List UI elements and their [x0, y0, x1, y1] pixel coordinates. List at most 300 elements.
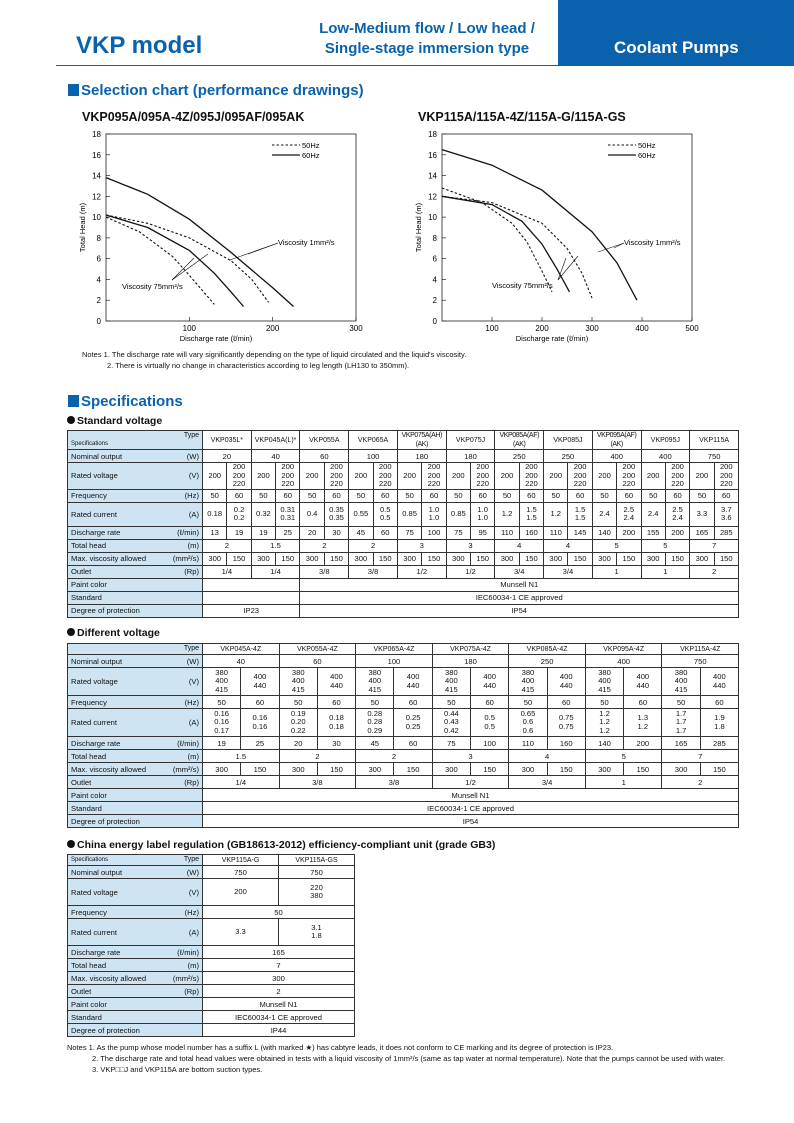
cell-line: 3.3 [696, 508, 708, 518]
table-cell [324, 463, 348, 490]
table-cell [585, 709, 623, 737]
table-cell: 2 [349, 539, 398, 552]
cell-line: 0.6 [522, 717, 534, 727]
cell-line: 440 [713, 680, 726, 690]
x-tick-label: 100 [485, 324, 499, 333]
row-label [68, 463, 203, 490]
cell-line: 0.75 [558, 713, 574, 722]
row-unit: (m) [187, 541, 199, 550]
table-cell: 150 [665, 552, 689, 565]
y-tick-label: 12 [428, 192, 437, 202]
row-label [68, 709, 203, 737]
cell-line: 0.22 [290, 725, 306, 735]
corner-type-label: Type [183, 645, 199, 652]
table-cell: 300 [432, 763, 470, 776]
series-50Hz-3 [106, 217, 214, 304]
table-cell: IP54 [203, 815, 739, 828]
table-row [68, 709, 739, 737]
series-50Hz-3 [442, 188, 552, 292]
table-cell: 110 [509, 737, 547, 750]
table-row [68, 539, 739, 552]
table-cell: 5 [592, 539, 641, 552]
cell-line: 200 [573, 470, 587, 480]
row-label-text: Paint color [71, 999, 107, 1009]
row-unit: (Hz) [184, 697, 199, 707]
table-cell [471, 463, 495, 490]
type-header: VKP065A [349, 431, 398, 450]
row-label-text: Nominal output [71, 867, 123, 877]
table-cell: 150 [568, 552, 592, 565]
model-title: VKP model [76, 32, 203, 59]
table-cell: 160 [519, 526, 543, 539]
table-cell: 60 [394, 737, 432, 750]
cell-line: 440 [330, 680, 343, 690]
cell-line: 380 [521, 667, 535, 677]
table-cell: 60 [422, 489, 446, 502]
table-cell [665, 502, 689, 526]
cell-line: 400 [406, 672, 420, 681]
cell-line: 220 [310, 882, 323, 892]
table-cell: 50 [585, 696, 623, 709]
table-cell [585, 668, 623, 696]
row-label [68, 565, 203, 578]
row-label [68, 906, 203, 919]
table-cell [241, 668, 279, 696]
table-cell: 19 [203, 737, 241, 750]
cell-line: 2.4 [672, 513, 683, 522]
cell-line: 3.7 [720, 504, 732, 514]
cell-line: 220 [622, 479, 636, 488]
row-label-text: Rated current [71, 718, 118, 727]
selection-chart-heading: Selection chart (performance drawings) [68, 82, 364, 99]
cell-line: 220 [573, 479, 587, 488]
table-cell: 250 [495, 450, 544, 463]
y-tick-label: 14 [428, 171, 437, 181]
table-cell: 155 [641, 526, 665, 539]
spec-notes [67, 1042, 725, 1075]
table-cell: 75 [446, 526, 470, 539]
table-row [68, 1011, 355, 1024]
row-unit: (A) [188, 718, 199, 727]
row-unit: (Rp) [184, 567, 199, 576]
cell-line: 200 [695, 470, 709, 480]
row-label-text: Nominal output [71, 656, 123, 666]
table-row [68, 591, 739, 604]
table-row [68, 906, 355, 919]
table-cell: 3 [397, 539, 446, 552]
table-row [68, 985, 355, 998]
table-cell [568, 463, 592, 490]
y-tick-label: 12 [92, 192, 101, 202]
cell-line: 2.4 [599, 508, 610, 518]
table-cell [519, 463, 543, 490]
y-tick-label: 4 [96, 275, 101, 285]
table-cell [547, 709, 585, 737]
table-cell: 50 [432, 696, 470, 709]
cell-line: 220 [476, 479, 490, 488]
table-cell: 50 [300, 489, 324, 502]
table-row [68, 489, 739, 502]
table-row [68, 815, 739, 828]
table-cell: 400 [585, 655, 662, 668]
table-cell [641, 463, 665, 490]
chart1-title: VKP095A/095A-4Z/095J/095AF/095AK [82, 110, 305, 124]
cell-line: 220 [330, 479, 343, 488]
x-axis-label: Discharge rate (ℓ/min) [179, 334, 253, 343]
cell-line: 1.2 [637, 721, 649, 731]
table-cell [279, 879, 355, 906]
cell-line: 0.28 [367, 717, 383, 727]
chart-vkp095 [72, 124, 372, 346]
row-unit: (ℓ/min) [177, 738, 199, 748]
table-cell: 300 [203, 763, 241, 776]
table-cell [276, 502, 300, 526]
table-cell: IP44 [203, 1024, 355, 1037]
cell-line: 415 [598, 684, 611, 694]
cell-line: 200 [525, 462, 538, 471]
cell-line: 220 [378, 479, 392, 488]
table-cell: 160 [547, 737, 585, 750]
x-axis-label: Discharge rate (ℓ/min) [515, 334, 589, 343]
table-cell: 150 [471, 763, 509, 776]
corner-cell [68, 855, 203, 866]
row-label [68, 578, 203, 591]
table-cell: 4 [509, 750, 586, 763]
plot-frame [106, 134, 356, 321]
row-label [68, 776, 203, 789]
leader-line [558, 256, 578, 280]
row-label [68, 815, 203, 828]
table-cell: 1/2 [432, 776, 509, 789]
type-header: VKP115A-G [203, 855, 279, 866]
table-cell: 45 [356, 737, 394, 750]
table-cell: 285 [700, 737, 738, 750]
table-cell [300, 502, 324, 526]
cell-line: 220 [671, 479, 684, 488]
row-unit: (mm²/s) [172, 973, 199, 983]
table-row [68, 919, 355, 946]
series-60Hz-0 [442, 150, 637, 301]
table-cell: 300 [279, 763, 317, 776]
table-cell [662, 668, 700, 696]
row-unit: (V) [188, 677, 199, 686]
table-cell: 100 [356, 655, 433, 668]
row-label [68, 879, 203, 906]
type-header: VKP115A-4Z [662, 644, 739, 655]
table-cell [373, 502, 397, 526]
table-cell [356, 709, 394, 737]
table-cell: 40 [251, 450, 300, 463]
type-header: VKP075A(AH)(AK) [397, 431, 446, 450]
cell-line: 0.16 [252, 713, 268, 722]
table-cell: 150 [241, 763, 279, 776]
corner-cell [68, 431, 203, 450]
standard-voltage-title: Standard voltage [67, 415, 162, 427]
table-cell [422, 463, 446, 490]
table-cell: 165 [203, 946, 355, 959]
table-cell: IP23 [203, 604, 300, 617]
row-label-text: Frequency [71, 491, 107, 500]
cell-line: 380 [445, 667, 458, 677]
legend-60hz-label: 60Hz [302, 151, 320, 160]
table-cell: 300 [356, 763, 394, 776]
cell-line: 415 [291, 684, 305, 694]
cell-line: 1.2 [599, 717, 610, 727]
y-axis-label: Total Head (m) [78, 202, 87, 253]
table-cell: 200 [624, 737, 662, 750]
cell-line: 2.4 [623, 513, 635, 522]
table-cell: 180 [432, 655, 509, 668]
table-cell: 5 [641, 539, 690, 552]
row-unit: (ℓ/min) [177, 947, 199, 957]
table-cell [700, 668, 738, 696]
table-cell: 750 [279, 866, 355, 879]
row-label-text: Total head [71, 960, 107, 970]
table-cell [227, 502, 251, 526]
table-cell: 2 [662, 776, 739, 789]
row-label [68, 526, 203, 539]
header-subtitle [302, 19, 552, 59]
cell-line: 200 [403, 470, 416, 480]
type-header: VKP065A-4Z [356, 644, 433, 655]
table-cell: 300 [495, 552, 519, 565]
plot-frame [442, 134, 692, 321]
cell-line: 200 [476, 470, 490, 480]
cell-line: 400 [521, 676, 535, 686]
leader-line [230, 243, 278, 260]
table-row [68, 578, 739, 591]
table-cell: 400 [641, 450, 690, 463]
table-cell: 2 [690, 565, 739, 578]
table-row [68, 526, 739, 539]
table-cell: 165 [662, 737, 700, 750]
table-cell [432, 709, 470, 737]
table-cell: Munsell N1 [203, 998, 355, 1011]
cell-line: 440 [253, 680, 267, 690]
table-cell [495, 463, 519, 490]
table-row [68, 552, 739, 565]
cell-line: 2.4 [647, 508, 659, 518]
table-cell: 100 [349, 450, 398, 463]
table-row [68, 668, 739, 696]
corner-spec-label: Specifications [71, 441, 109, 447]
table-cell [203, 709, 241, 737]
row-label [68, 919, 203, 946]
cell-line: 200 [549, 470, 563, 480]
table-cell [203, 591, 300, 604]
row-label-text: Degree of protection [71, 816, 140, 826]
cell-line: 1.5 [526, 513, 537, 522]
specifications-heading: Specifications [68, 393, 183, 410]
cell-line: 400 [483, 672, 496, 681]
y-tick-label: 10 [428, 213, 437, 223]
cell-line: 0.31 [280, 504, 296, 514]
cell-line: 200 [330, 470, 343, 480]
cell-line: 415 [368, 684, 382, 694]
cell-line: 400 [291, 676, 305, 686]
page-header [0, 0, 794, 66]
table-cell: 60 [568, 489, 592, 502]
cell-line: 400 [598, 676, 611, 686]
row-label-text: Rated current [71, 509, 118, 519]
table-cell [279, 668, 317, 696]
selection-note-1: Notes 1. The discharge rate will vary significantly depending on the type of liquid circulated and the liquid's viscosity. [82, 350, 467, 359]
table-cell: 750 [690, 450, 739, 463]
table-cell: 150 [422, 552, 446, 565]
row-label [68, 696, 203, 709]
table-cell [519, 502, 543, 526]
table-cell: 100 [471, 737, 509, 750]
cell-line: 1.0 [428, 504, 440, 514]
table-cell [373, 463, 397, 490]
cell-line: 0.16 [214, 708, 230, 718]
table-cell: 20 [203, 450, 252, 463]
cell-line: 0.20 [290, 717, 306, 727]
y-tick-label: 16 [92, 150, 101, 160]
table-cell: 60 [227, 489, 251, 502]
table-cell: 19 [227, 526, 251, 539]
spec-note-3: 3. VKP□□J and VKP115A are bottom suction types. [92, 1065, 263, 1074]
table-cell: 1.5 [203, 750, 280, 763]
cell-line: 0.35 [329, 504, 344, 514]
table-cell: 60 [241, 696, 279, 709]
table-cell: 150 [394, 763, 432, 776]
table-cell [241, 709, 279, 737]
row-label-text: Paint color [71, 790, 107, 800]
table-cell: 300 [251, 552, 275, 565]
type-header: VKP115A-GS [279, 855, 355, 866]
cell-line: 200 [378, 462, 392, 471]
table-row [68, 959, 355, 972]
table-cell [203, 919, 279, 946]
table-row [68, 763, 739, 776]
cell-line: 200 [281, 462, 295, 471]
cell-line: 3.6 [720, 513, 732, 522]
cell-line: 1.8 [714, 721, 725, 731]
table-cell [279, 709, 317, 737]
cell-line: 415 [521, 684, 535, 694]
series-60Hz-2 [442, 196, 570, 292]
table-cell [251, 502, 275, 526]
cell-line: 0.85 [450, 508, 466, 518]
row-label-text: Discharge rate [71, 528, 121, 537]
cell-line: 0.18 [329, 713, 344, 722]
table-cell: Munsell N1 [300, 578, 739, 591]
table-cell: 110 [544, 526, 568, 539]
table-cell: 60 [624, 696, 662, 709]
cell-line: 0.25 [405, 713, 421, 722]
table-cell: 60 [617, 489, 641, 502]
table-row [68, 450, 739, 463]
row-label-text: Max. viscosity allowed [71, 973, 147, 983]
row-label-text: Frequency [71, 907, 107, 917]
table-cell: 150 [547, 763, 585, 776]
row-unit: (Rp) [184, 986, 199, 996]
cell-line: 380 [291, 667, 305, 677]
cell-line: 440 [559, 680, 573, 690]
table-cell: 25 [241, 737, 279, 750]
cell-line: 0.18 [329, 721, 344, 731]
spec-note-2: 2. The discharge rate and total head values were obtained in tests with a liquid viscosity of 1mm²/s (same as tap water at normal temperature). Note that the pumps cannot be used with water. [92, 1054, 726, 1063]
corner-spec-label: Specifications [71, 857, 109, 863]
row-label [68, 1011, 203, 1024]
cell-line: 400 [713, 672, 726, 681]
table-cell: 2 [356, 750, 433, 763]
annotation-viscosity-1: Viscosity 1mm²/s [278, 238, 335, 247]
annotation-viscosity-75: Viscosity 75mm²/s [122, 282, 183, 291]
row-label-text: Standard [71, 803, 102, 813]
cell-line: 1.2 [501, 508, 513, 518]
table-row [68, 565, 739, 578]
row-label-text: Outlet [71, 777, 92, 787]
table-cell [432, 668, 470, 696]
cell-line: 0.5 [484, 721, 495, 731]
table-cell: 50 [690, 489, 714, 502]
table-cell [349, 463, 373, 490]
y-tick-label: 18 [92, 130, 101, 139]
selection-notes [82, 349, 466, 371]
table-cell: 750 [203, 866, 279, 879]
cell-line: 1.2 [599, 725, 610, 735]
cell-line: 3.3 [235, 926, 246, 936]
table-cell [592, 502, 616, 526]
table-cell: 150 [519, 552, 543, 565]
table-cell: 300 [690, 552, 714, 565]
table-cell: 50 [397, 489, 421, 502]
series-60Hz-2 [106, 215, 244, 307]
cell-line: 1.7 [675, 708, 687, 718]
table-cell: Munsell N1 [203, 789, 739, 802]
cell-line: 200 [500, 470, 514, 480]
cell-line: 200 [525, 470, 538, 480]
cell-line: 0.31 [280, 513, 296, 522]
table-cell: 60 [373, 489, 397, 502]
table-cell: 3/4 [495, 565, 544, 578]
standard-voltage-table [67, 430, 739, 618]
table-cell [714, 502, 738, 526]
table-cell: 180 [446, 450, 495, 463]
table-cell: 75 [397, 526, 421, 539]
table-cell [714, 463, 738, 490]
cell-line: 400 [253, 672, 267, 681]
table-cell [300, 463, 324, 490]
y-tick-label: 10 [92, 213, 101, 223]
row-label-text: Standard [71, 593, 102, 602]
cell-line: 200 [476, 462, 490, 471]
selection-note-2: 2. There is virtually no change in characteristics according to leg length (LH130 to 350mm). [107, 361, 410, 370]
table-cell: 60 [519, 489, 543, 502]
cell-line: 220 [719, 479, 733, 488]
x-tick-label: 200 [535, 324, 549, 333]
corner-cell [68, 644, 203, 655]
row-label-text: Nominal output [71, 451, 123, 461]
table-cell: 300 [300, 552, 324, 565]
cell-line: 0.75 [558, 721, 574, 731]
table-cell [349, 502, 373, 526]
table-cell [203, 578, 300, 591]
table-cell: 1.5 [251, 539, 300, 552]
table-cell: 300 [544, 552, 568, 565]
table-cell [592, 463, 616, 490]
table-cell [397, 502, 421, 526]
table-cell: 50 [509, 696, 547, 709]
cell-line: 0.19 [290, 708, 306, 718]
table-cell: 300 [349, 552, 373, 565]
table-cell: 3 [446, 539, 495, 552]
cell-line: 1.5 [526, 504, 537, 514]
table-cell: 50 [356, 696, 394, 709]
cell-line: 200 [234, 886, 247, 896]
